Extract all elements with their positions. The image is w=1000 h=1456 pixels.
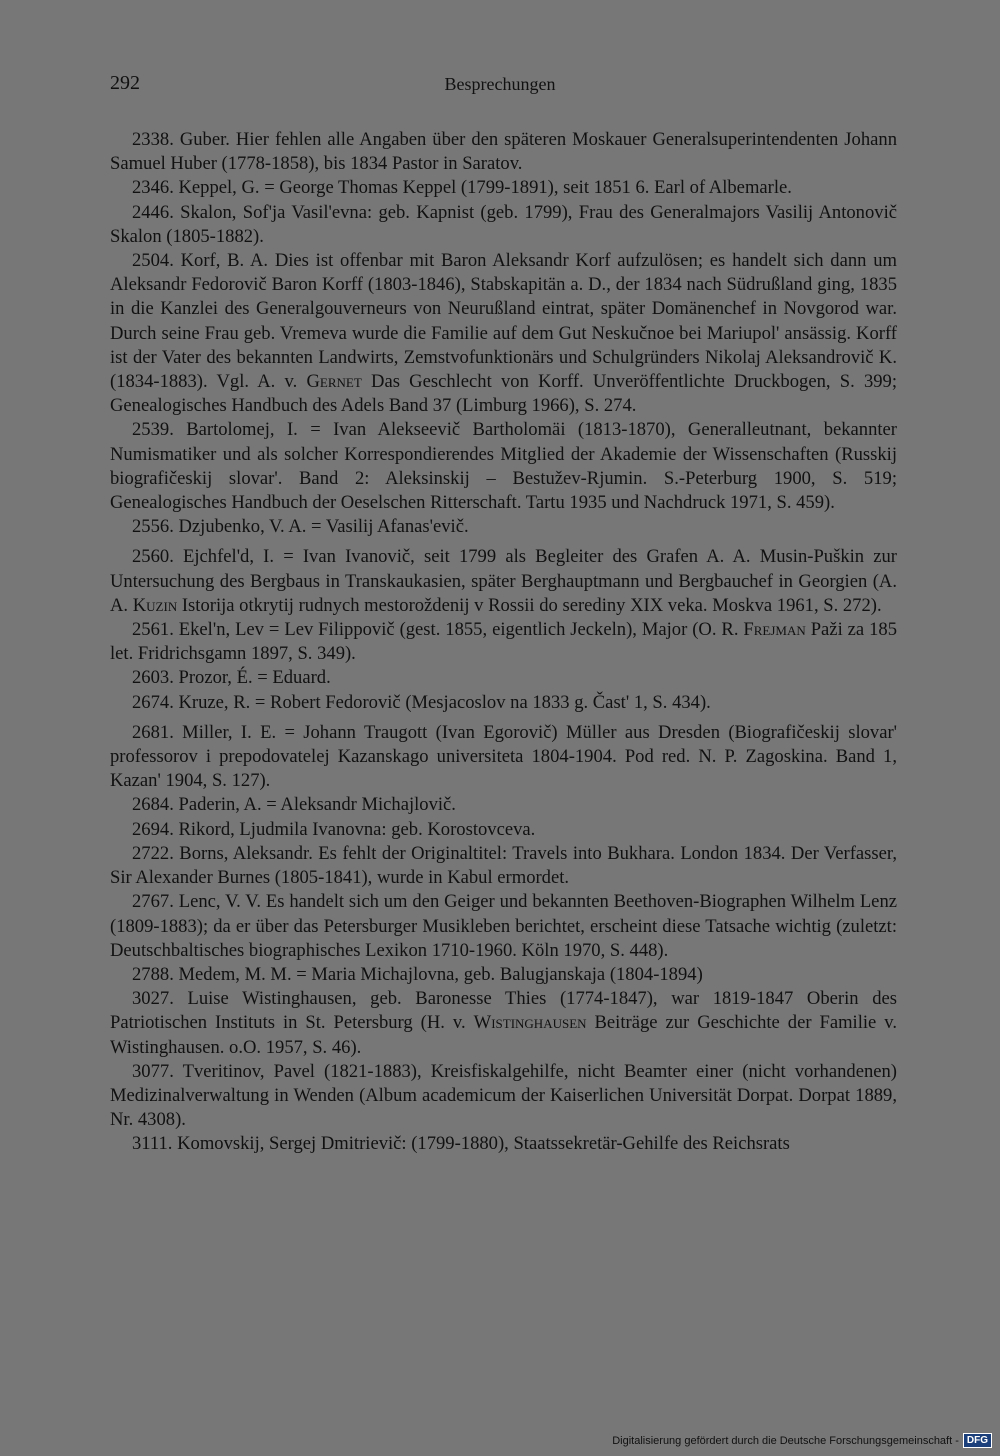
- entry-2560: 2560. Ejchfel'd, I. = Ivan Ivanovič, seit 1799 als Begleiter des Grafen A. A. Musin-Puškin zur Untersuchung des Bergbaus in Transkaukasien, später Berghauptmann und Bergbauchef in Georgien (A. A. Kuzin Istorija otkrytij rudnych mestoroždenij v Rossii do serediny XIX veka. Moskva 1961, S. 272).: [110, 546, 897, 616]
- entry-2539: 2539. Bartolomej, I. = Ivan Alekseevič Bartholomäi (1813-1870), Generalleutnant, bekannter Numismatiker und als solcher Korrespondierendes Mitglied der Akademie der Wissenschaften (Russkij biografičeskij slovar'. Band 2: Aleksinskij – Bestužev-Rjumin. S.-Peterburg 1900, S. 519; Genealogisches Handbuch der Oeselschen Ritterschaft. Tartu 1935 und Nachdruck 1971, S. 459).: [110, 419, 897, 514]
- author-name: Kuzin: [132, 594, 178, 616]
- entry-2338: 2338. Guber. Hier fehlen alle Angaben über den späteren Moskauer Generalsuperintendenten Johann Samuel Huber (1778-1858), bis 1834 Pastor in Saratov.: [110, 129, 897, 175]
- entry-3111: 3111. Komovskij, Sergej Dmitrievič: (1799-1880), Staatssekretär-Gehilfe des Reichsrats: [132, 1133, 790, 1155]
- entry-3027: 3027. Luise Wistinghausen, geb. Baronesse Thies (1774-1847), war 1819-1847 Oberin des Patriotischen Instituts in St. Petersburg (H. v. Wistinghausen Beiträge zur Geschichte der Familie v. Wistinghausen. o.O. 1957, S. 46).: [110, 988, 898, 1058]
- entry-2504: 2504. Korf, B. A. Dies ist offenbar mit Baron Aleksandr Korf aufzulösen; es handelt sich dann um Aleksandr Fedorovič Baron Korff (1803-1846), Stabskapitän a. D., der 1834 nach Südrußland ging, 1835 in die Kanzlei des Generalgouverneurs von Neurußland eintrat, später Domänenchef in Novgorod war. Durch seine Frau geb. Vremeva wurde die Familie auf dem Gut Neskučnoe bei Mariupol' ansässig. Korff ist der Vater des bekannten Landwirts, Zemstvofunktionärs und Schulgründers Nikolaj Aleksandrovič K. (1834-1883). Vgl. A. v. Gernet Das Geschlecht von Korff. Unveröffentlichte Druckbogen, S. 399; Genealogisches Handbuch des Adels Band 37 (Limburg 1966), S. 274.: [110, 250, 898, 417]
- entry-2556: 2556. Dzjubenko, V. A. = Vasilij Afanas'evič.: [132, 516, 469, 538]
- entry-2346: 2346. Keppel, G. = George Thomas Keppel (1799-1891), seit 1851 6. Earl of Albemarle.: [132, 177, 792, 199]
- entry-2446: 2446. Skalon, Sof'ja Vasil'evna: geb. Kapnist (geb. 1799), Frau des Generalmajors Vasilij Antonovič Skalon (1805-1882).: [110, 201, 897, 247]
- dfg-logo-icon: DFG: [963, 1433, 992, 1448]
- entry-2681: 2681. Miller, I. E. = Johann Traugott (Ivan Egorovič) Müller aus Dresden (Biografičeskij slovar' professorov i prepodovatelej Kazanskago universiteta 1804-1904. Pod red. N. P. Zagoskina. Band 1, Kazan' 1904, S. 127).: [110, 721, 897, 792]
- article-body: [110, 128, 897, 1157]
- entry-2694: 2694. Rikord, Ljudmila Ivanovna: geb. Korostovceva.: [132, 818, 536, 840]
- footer-text: Digitalisierung gefördert durch die Deutsche Forschungsgemeinschaft -: [612, 1434, 959, 1447]
- running-head: Besprechungen: [444, 74, 556, 94]
- author-name: Gernet: [306, 371, 362, 393]
- author-name: Wistinghausen: [473, 1012, 587, 1034]
- digitization-footer: [612, 1433, 992, 1448]
- entry-2767: 2767. Lenc, V. V. Es handelt sich um den Geiger und bekannten Beethoven-Biographen Wilhelm Lenz (1809-1883); da er über das Petersburger Musikleben berichtet, erscheint diese Tatsache wichtig (zuletzt: Deutschbaltisches biographisches Lexikon 1710-1960. Köln 1970, S. 448).: [110, 891, 897, 961]
- entry-2561: 2561. Ekel'n, Lev = Lev Filippovič (gest. 1855, eigentlich Jeckeln), Major (O. R. Frejman Paži za 185 let. Fridrichsgamn 1897, S. 349).: [110, 619, 897, 665]
- entry-2603: 2603. Prozor, É. = Eduard.: [132, 667, 331, 689]
- entry-3077: 3077. Tveritinov, Pavel (1821-1883), Kreisfiskalgehilfe, nicht Beamter einer (nicht vorhandenen) Medizinalverwaltung in Wenden (Album academicum der Kaiserlichen Universität Dorpat. Dorpat 1889, Nr. 4308).: [110, 1060, 897, 1131]
- entry-2684: 2684. Paderin, A. = Aleksandr Michajlovič.: [132, 794, 456, 816]
- author-name: Frejman: [743, 619, 806, 641]
- entry-2722: 2722. Borns, Aleksandr. Es fehlt der Originaltitel: Travels into Bukhara. London 1834. Der Verfasser, Sir Alexander Burnes (1805-1841), wurde in Kabul ermordet.: [110, 842, 897, 889]
- entry-2674: 2674. Kruze, R. = Robert Fedorovič (Mesjacoslov na 1833 g. Čast' 1, S. 434).: [132, 691, 711, 713]
- page-number: 292: [110, 72, 140, 94]
- entry-2788: 2788. Medem, M. M. = Maria Michajlovna, geb. Balugjanskaja (1804-1894): [132, 963, 703, 985]
